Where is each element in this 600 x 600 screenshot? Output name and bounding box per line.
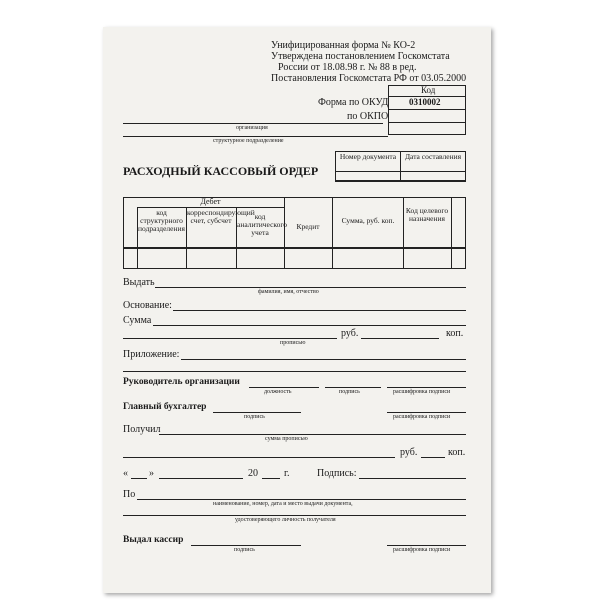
doc-table-bottom [335,180,466,182]
col-divider-6 [451,197,452,269]
head-signature-caption: подпись [339,389,360,395]
head-position-line[interactable] [249,387,319,388]
header-line-4: Постановления Госкомстата РФ от 03.05.2000 [271,73,467,84]
sum-rub-label: руб. [341,328,359,339]
id-line[interactable] [123,515,466,516]
chief-signature-line[interactable] [213,412,301,413]
head-label: Руководитель организации [123,377,240,387]
received-rub-label: руб. [400,447,418,458]
date-year-prefix: 20 [248,468,258,479]
issue-caption: фамилия, имя, отчество [258,289,319,295]
organization-caption: организация [236,125,268,131]
sum-line-1[interactable] [153,325,466,326]
structural-unit-line[interactable] [123,136,388,137]
doc-caption: наименование, номер, дата и место выдачи документа, [213,501,353,507]
doc-number-header: Номер документа [339,152,397,161]
basis-line[interactable] [173,310,466,311]
chief-decoding-caption: расшифровка подписи [393,414,451,420]
head-decoding-line[interactable] [387,387,466,388]
received-caption: сумма прописью [265,436,308,442]
okpo-label: по ОКПО [347,111,389,122]
cashier-label: Выдал кассир [123,535,184,545]
date-year-suffix: г. [284,468,290,479]
date-open-quote: « [123,468,128,479]
date-month-line[interactable] [159,478,243,479]
code-header: Код [421,85,436,95]
issue-label: Выдать [123,277,155,288]
issue-line[interactable] [155,287,466,288]
received-line[interactable] [159,434,466,435]
received-label: Получил [123,424,161,435]
by-label: По [123,489,136,500]
head-position-caption: должность [264,389,292,395]
attachment-label: Приложение: [123,349,180,360]
code-divider-3 [388,122,466,123]
cashier-decoding-caption: расшифровка подписи [393,547,451,553]
organization-line[interactable] [123,123,383,124]
main-table-header-bottom [123,247,466,249]
cashier-decoding-line[interactable] [387,545,466,546]
col3-header: код аналитического учета [237,212,288,237]
header-line-3: России от 18.08.98 г. № 88 в ред. [278,62,417,73]
cashier-signature-caption: подпись [234,547,255,553]
sum-label: Сумма [123,315,152,326]
code-divider-2 [388,109,466,110]
by-line[interactable] [137,499,466,500]
okud-value: 0310002 [409,97,441,107]
form-sheet [103,27,491,593]
col6-header: Код целевого назначения [405,206,449,223]
received-line-2[interactable] [123,457,395,458]
chief-accountant-label: Главный бухгалтер [123,402,207,412]
sum-caption: прописью [280,340,306,346]
doc-date-header: Дата составления [404,152,462,161]
doc-table-row-divider [335,171,466,172]
basis-label: Основание: [123,300,172,311]
head-signature-line[interactable] [325,387,381,388]
date-close-quote: » [149,468,154,479]
received-kop-label: коп. [448,447,466,458]
debit-header: Дебет [200,197,221,206]
col2-header: корреспондирующий счет, субсчет [187,208,255,225]
col1-header: код структурного подразделения [138,208,185,233]
sum-rub-line[interactable] [361,338,439,339]
sum-line-2[interactable] [123,338,337,339]
col-divider-3 [284,197,285,269]
signature-line[interactable] [359,478,466,479]
col-divider-4 [332,197,333,269]
cashier-signature-line[interactable] [191,545,301,546]
doc-table-divider [400,151,401,182]
attachment-line-1[interactable] [181,359,466,360]
okud-label: Форма по ОКУД [318,97,389,108]
head-decoding-caption: расшифровка подписи [393,389,451,395]
page-title: РАСХОДНЫЙ КАССОВЫЙ ОРДЕР [123,164,319,178]
chief-decoding-line[interactable] [387,412,466,413]
col4-header: Кредит [296,222,320,231]
date-year-line[interactable] [262,478,280,479]
header-line-1: Унифицированная форма № КО-2 [271,40,416,51]
received-rub-line[interactable] [421,457,445,458]
signature-label: Подпись: [317,468,357,479]
date-day-line[interactable] [131,478,147,479]
header-line-2: Утверждена постановлением Госкомстата [271,51,450,62]
chief-signature-caption: подпись [244,414,265,420]
id-caption: удостоверяющего личность получателя [235,517,336,523]
attachment-line-2[interactable] [123,371,466,372]
col-divider-5 [403,197,404,269]
col5-header: Сумма, руб. коп. [341,216,395,225]
sum-kop-label: коп. [446,328,464,339]
structural-unit-caption: структурное подразделение [213,138,284,144]
